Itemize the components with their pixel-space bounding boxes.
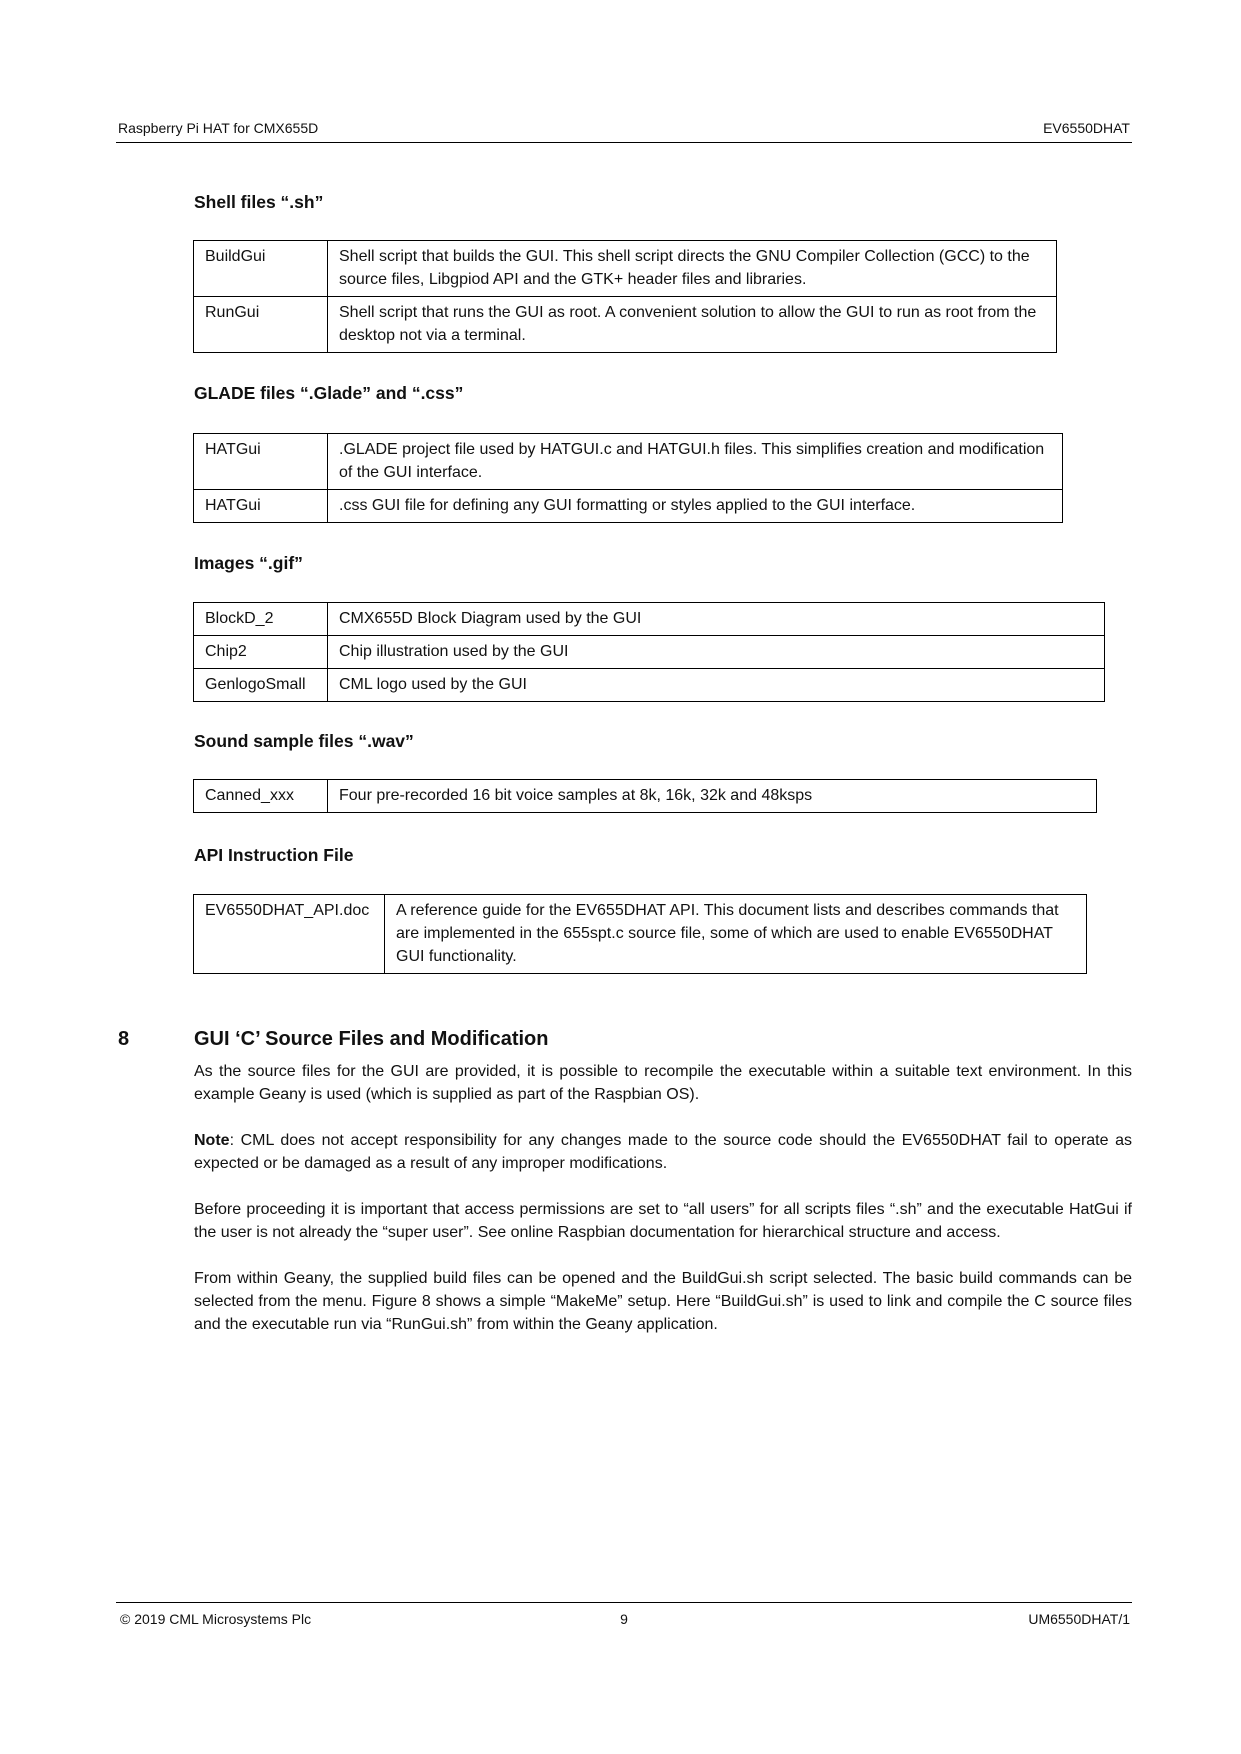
- table-row: [194, 490, 1063, 523]
- sound-files-table: [193, 779, 1097, 813]
- note-paragraph: [194, 1129, 1132, 1175]
- table-row: [194, 669, 1105, 702]
- header-doc-title: Raspberry Pi HAT for CMX655D: [118, 120, 319, 136]
- api-file-table: [193, 894, 1087, 974]
- images-heading: Images “.gif”: [194, 553, 303, 573]
- table-row: [194, 895, 1087, 974]
- shell-files-table: [193, 240, 1057, 353]
- note-text: : CML does not accept responsibility for any changes made to the source code should the EV6550DHAT fail to operate as expected or be damaged as a result of any improper modifications.: [194, 1132, 1132, 1172]
- header-doc-code: EV6550DHAT: [1043, 120, 1130, 136]
- table-row: [194, 780, 1097, 813]
- file-desc: Shell script that builds the GUI. This shell script directs the GNU Compiler Collection (GCC) to the source files, Libgpiod API and the GTK+ header files and libraries.: [328, 241, 1057, 297]
- file-desc: .GLADE project file used by HATGUI.c and HATGUI.h files. This simplifies creation and modification of the GUI interface.: [328, 434, 1063, 490]
- table-row: [194, 297, 1057, 353]
- glade-files-heading: GLADE files “.Glade” and “.css”: [194, 383, 464, 403]
- file-name: RunGui: [194, 297, 328, 353]
- file-name: Chip2: [194, 636, 328, 669]
- section-title: GUI ‘C’ Source Files and Modification: [194, 1028, 549, 1050]
- table-row: [194, 434, 1063, 490]
- file-desc: A reference guide for the EV655DHAT API. This document lists and describes commands that are implemented in the 655spt.c source file, some of which are used to enable EV6550DHAT GUI functionality.: [385, 895, 1087, 974]
- paragraph: From within Geany, the supplied build files can be opened and the BuildGui.sh script selected. The basic build commands can be selected from the menu. Figure 8 shows a simple “MakeMe” setup. Here “BuildGui.sh” is used to link and compile the C source files and the executable run via “RunGui.sh” from within the Geany application.: [194, 1270, 1132, 1333]
- file-desc: .css GUI file for defining any GUI formatting or styles applied to the GUI interface.: [328, 490, 1063, 523]
- footer-doc-code: UM6550DHAT/1: [1028, 1611, 1130, 1627]
- table-row: [194, 636, 1105, 669]
- section-number: 8: [118, 1028, 130, 1050]
- page-header: [116, 118, 1132, 143]
- footer-page-number: 9: [620, 1611, 628, 1627]
- file-desc: CMX655D Block Diagram used by the GUI: [328, 603, 1105, 636]
- file-desc: CML logo used by the GUI: [328, 669, 1105, 702]
- table-row: [194, 241, 1057, 297]
- file-name: HATGui: [194, 490, 328, 523]
- page-footer: [116, 1602, 1132, 1633]
- paragraph: As the source files for the GUI are provided, it is possible to recompile the executable within a suitable text environment. In this example Geany is used (which is supplied as part of the Raspbian OS).: [194, 1063, 1132, 1103]
- file-desc: Chip illustration used by the GUI: [328, 636, 1105, 669]
- footer-copyright: © 2019 CML Microsystems Plc: [120, 1611, 312, 1627]
- file-name: GenlogoSmall: [194, 669, 328, 702]
- file-desc: Shell script that runs the GUI as root. A convenient solution to allow the GUI to run as root from the desktop not via a terminal.: [328, 297, 1057, 353]
- file-desc: Four pre-recorded 16 bit voice samples at 8k, 16k, 32k and 48ksps: [328, 780, 1097, 813]
- table-row: [194, 603, 1105, 636]
- note-label: Note: [194, 1132, 230, 1149]
- file-name: Canned_xxx: [194, 780, 328, 813]
- shell-files-heading: Shell files “.sh”: [194, 192, 324, 212]
- section-body: [194, 1060, 1132, 1359]
- glade-files-table: [193, 433, 1063, 523]
- paragraph: Before proceeding it is important that access permissions are set to “all users” for all scripts files “.sh” and the executable HatGui if the user is not already the “super user”. See online Raspbian documentation for hierarchical structure and access.: [194, 1201, 1132, 1241]
- api-file-heading: API Instruction File: [194, 845, 354, 865]
- file-name: BlockD_2: [194, 603, 328, 636]
- file-name: BuildGui: [194, 241, 328, 297]
- images-table: [193, 602, 1105, 702]
- file-name: EV6550DHAT_API.doc: [194, 895, 385, 974]
- file-name: HATGui: [194, 434, 328, 490]
- sound-files-heading: Sound sample files “.wav”: [194, 731, 414, 751]
